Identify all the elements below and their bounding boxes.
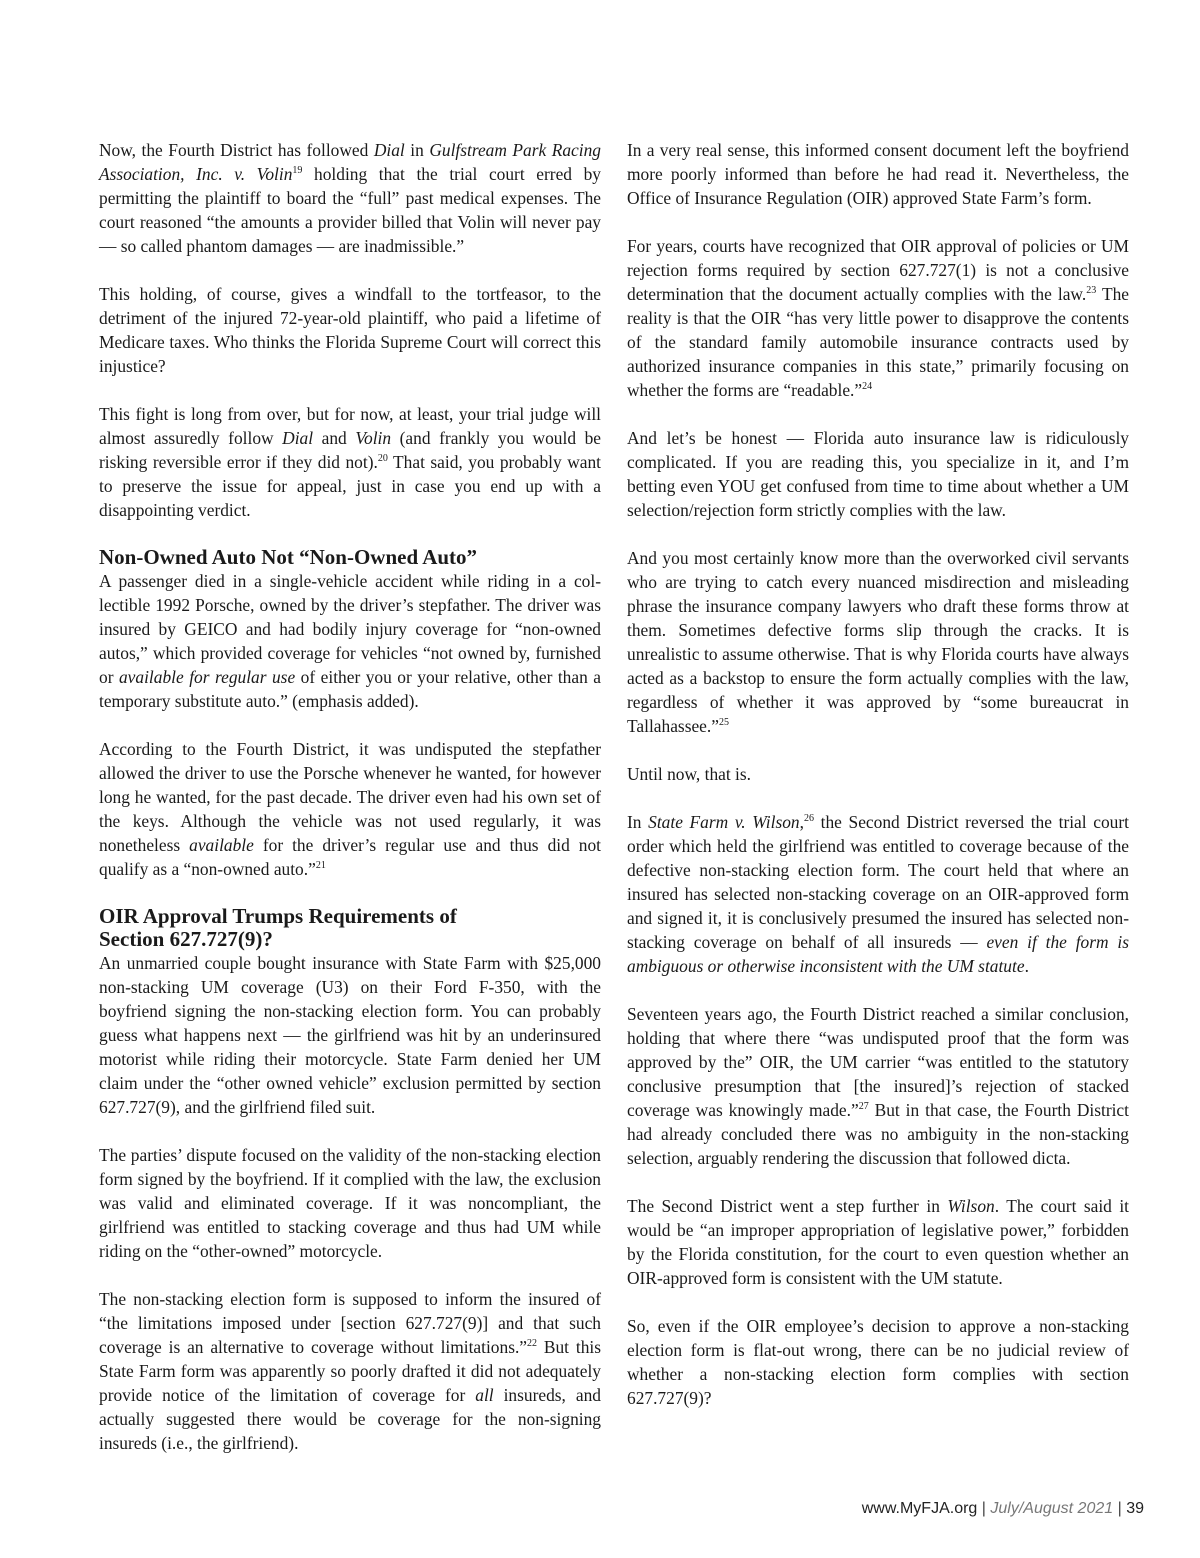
footer-separator: | (1117, 1500, 1122, 1517)
paragraph: This holding, of course, gives a windfall to the tortfeasor, to the detriment of the injured 72-year-old plaintiff, who paid a lifetime of Medicare taxes. Who thinks the Florida Supreme Court will correct this injustice? (99, 284, 601, 376)
issue-date: July/August 2021 (990, 1500, 1114, 1517)
footer-separator: | (981, 1500, 986, 1517)
paragraph: Now, the Fourth District has followed Dial in Gulfstream Park Racing Association, Inc. v. Volin$^{19}$ holding that the trial court erred by permitting the plaintiff to board the “full” past medical expenses. The court reasoned “the amounts a provider billed that Volin will never pay — so called phantom damages — are inadmissible.” (99, 140, 601, 256)
footnote-ref: 27 (858, 1101, 869, 1113)
paragraph: In a very real sense, this informed consent document left the boyfriend more poorly informed than before he had read it. Nevertheless, the Office of Insurance Regulation (OIR) approved State Farm’s form. (627, 140, 1129, 208)
paragraph: So, even if the OIR employee’s decision to approve a non-stacking election form is flat-out wrong, there can be no judicial review of whether a non-stacking election form complies with section 627.727(9)? (627, 1316, 1129, 1408)
paragraph: And you most certainly know more than the overworked civil servants who are trying to catch every nuanced misdirection and misleading phrase the insurance company lawyers who draft these forms throw at them. Sometimes defective forms slip through the cracks. It is unrealistic to assume otherwise. That is why Florida courts have always acted as a backstop to ensure the form actually complies with the law, regardless of whether it was approved by “some bureaucrat in Tallahassee.”$^{25}$ (627, 548, 1129, 736)
paragraph: Seventeen years ago, the Fourth District reached a similar conclusion, holding that where there “was undisputed proof that the form was approved by the” OIR, the UM carrier “was entitled to the statutory conclusive presumption that [the insured]’s rejection of stacked coverage was knowingly made.”$^{27}$ But in that case, the Fourth District had already concluded there was no ambiguity in the non-stacking selection, arguably rendering the discussion that followed dicta. (627, 1004, 1129, 1168)
paragraph: According to the Fourth District, it was undisputed the stepfather allowed the driver to use the Porsche whenever he wanted, for however long he wanted, for the past decade. The driver even had his own set of the keys. Although the vehicle was not used regularly, it was nonetheless available for the driver’s regular use and thus did not qualify as a “non-owned auto.”$^{21}$ (99, 739, 601, 879)
footnote-ref: 24 (862, 381, 873, 393)
right-column (627, 138, 1129, 1434)
footnote-ref: 25 (718, 717, 729, 729)
website-link[interactable]: www.MyFJA.org (861, 1500, 978, 1517)
left-column (99, 138, 601, 1479)
paragraph: And let’s be honest — Florida auto insurance law is ridiculously complicated. If you are reading this, you specialize in it, and I’m betting even YOU get confused from time to time about whether a UM selection/rejection form strictly complies with the law. (627, 428, 1129, 520)
page-footer (862, 1500, 1144, 1518)
paragraph: In State Farm v. Wilson,$^{26}$ the Second District reversed the trial court order which held the girlfriend was entitled to coverage because of the defective non-stacking election form. The court held that where an insured has selected non-stacking coverage on an OIR-approved form and signed it, it is conclusively presumed the insured has selected non-stacking coverage on behalf of all insureds — even if the form is ambiguous or otherwise inconsistent with the UM statute. (627, 812, 1130, 976)
page-number: 39 (1126, 1500, 1144, 1517)
paragraph: The Second District went a step further in Wilson. The court said it would be “an improper appropriation of legislative power,” forbidden by the Florida constitution, for the court to even question whether an OIR-approved form is consistent with the UM statute. (627, 1196, 1129, 1288)
footnote-ref: 22 (527, 1338, 538, 1350)
paragraph: Until now, that is. (627, 764, 751, 784)
footnote-ref: 21 (315, 860, 326, 872)
paragraph: An unmarried couple bought insurance with State Farm with $25,000 non-stacking UM coverage (U3) on their Ford F-350, with the boyfriend signing the non-stacking election form. You can probably guess what happens next — the girlfriend was hit by an underinsured motorist while riding their motorcycle. State Farm denied her UM claim under the “other owned vehicle” exclusion permitted by section 627.727(9), and the girlfriend filed suit. (99, 953, 601, 1117)
paragraph: A passenger died in a single-vehicle accident while riding in a collectible 1992 Porsche, owned by the driver’s stepfather. The driver was insured by GEICO and had bodily injury coverage for “non-owned autos,” which provided coverage for vehicles “not owned by, furnished or available for regular use of either you or your relative, other than a temporary substitute auto.” (emphasis added). (99, 571, 602, 711)
paragraph: This fight is long from over, but for now, at least, your trial judge will almost assuredly follow Dial and Volin (and frankly you would be risking reversible error if they did not).$^{20}$ That said, you probably want to preserve the issue for appeal, just in case you end up with a disappointing verdict. (99, 404, 601, 520)
footnote-ref: 26 (803, 813, 814, 825)
paragraph: The non-stacking election form is supposed to inform the insured of “the limitations imposed under [section 627.727(9)] and that such coverage is an alternative to coverage without limitations.”$^{22}$ But this State Farm form was apparently so poorly drafted it did not adequately provide notice of the limitation of coverage for all insureds, and actually suggested there would be coverage for the non-signing insureds (i.e., the girlfriend). (99, 1289, 601, 1453)
footnote-ref: 23 (1086, 285, 1097, 297)
footnote-ref: 19 (292, 165, 303, 177)
paragraph: For years, courts have recognized that OIR approval of policies or UM rejection forms required by section 627.727(1) is not a conclusive determination that the document actually complies with the law.$^{23}$ The reality is that the OIR “has very little power to disapprove the contents of the standard family automobile insurance contracts used by authorized insurance companies in this state,” primarily focusing on whether the forms are “readable.”$^{24}$ (627, 236, 1129, 400)
paragraph: The parties’ dispute focused on the validity of the non-stacking election form signed by the boyfriend. If it complied with the law, the exclusion was valid and eliminated coverage. If it was noncompliant, the girlfriend was entitled to stacking coverage and thus had UM while riding on the “other-owned” motorcycle. (99, 1145, 601, 1261)
footnote-ref: 20 (377, 453, 388, 465)
section-heading: OIR Approval Trumps Requirements of Section 627.727(9)? (99, 904, 457, 951)
section-heading: Non-Owned Auto Not “Non-Owned Auto” (99, 545, 478, 569)
